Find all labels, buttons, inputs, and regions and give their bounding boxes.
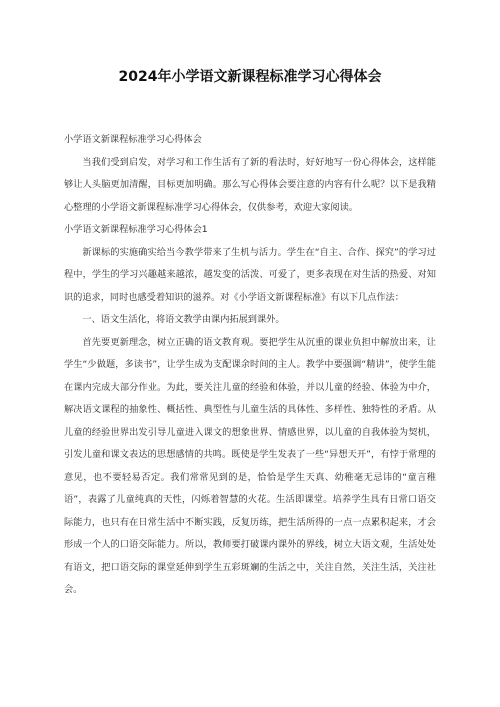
section-heading: 小学语文新课程标准学习心得体会1: [64, 224, 208, 235]
body-paragraph: 一、语文生活化，将语文教学由课内拓展到课外。: [82, 314, 285, 325]
document-title: 2024年小学语文新课程标准学习心得体会: [118, 69, 382, 85]
body-paragraph: 新课标的实施确实给当今教学带来了生机与活力。学生在“自主、合作、探究”的学习过程中，学生的学习兴趣越来越浓，越发变的活泼、可爱了，更多表现在对生活的热爱、对知识的追求，同时也感受着知识的滋养。对《小学语文新课程标准》有以下几点作法：: [64, 246, 436, 303]
body-paragraph: 当我们受到启发，对学习和工作生活有了新的看法时，好好地写一份心得体会，这样能够让人头脑更加清醒，目标更加明确。那么写心得体会要注意的内容有什么呢？以下是我精心整理的小学语文新课程标准学习心得体会，仅供参考，欢迎大家阅读。: [64, 156, 436, 213]
body-paragraph: 首先要更新理念，树立正确的语文教育观。要把学生从沉重的课业负担中解放出来，让学生“少做题，多读书”，让学生成为支配课余时间的主人。教学中要强调“精讲”，使学生能在课内完成大部分作业。为此，要关注儿童的经验和体验，并以儿童的经验、体验为中介，解决语文课程的抽象性、概括性、典型性与儿童生活的具体性、多样性、独特性的矛盾。从儿童的经验世界出发引导儿童进入课文的想象世界、情感世界，以儿童的自我体验为契机，引发儿童和课文表达的思想感情的共鸣。既使是学生发表了一些“异想天开”，有悖于常理的意见，也不要轻易否定。我们常常见到的是，恰恰是学生天真、幼稚毫无忌讳的“童言稚语”，表露了儿童纯真的天性，闪烁着智慧的火花。生活即课堂。培养学生具有日常口语交际能力，也只有在日常生活中不断实践，反复历练，把生活所得的一点一点累积起来，才会形成一个人的口语交际能力。所以，教师要打破课内课外的界线，树立大语文观，生活处处有语文，把口语交际的课堂延伸到学生五彩斑斓的生活之中，关注自然，关注生活，关注社会。: [64, 336, 436, 595]
document-body: [64, 129, 436, 602]
section-heading: 小学语文新课程标准学习心得体会: [64, 134, 202, 145]
